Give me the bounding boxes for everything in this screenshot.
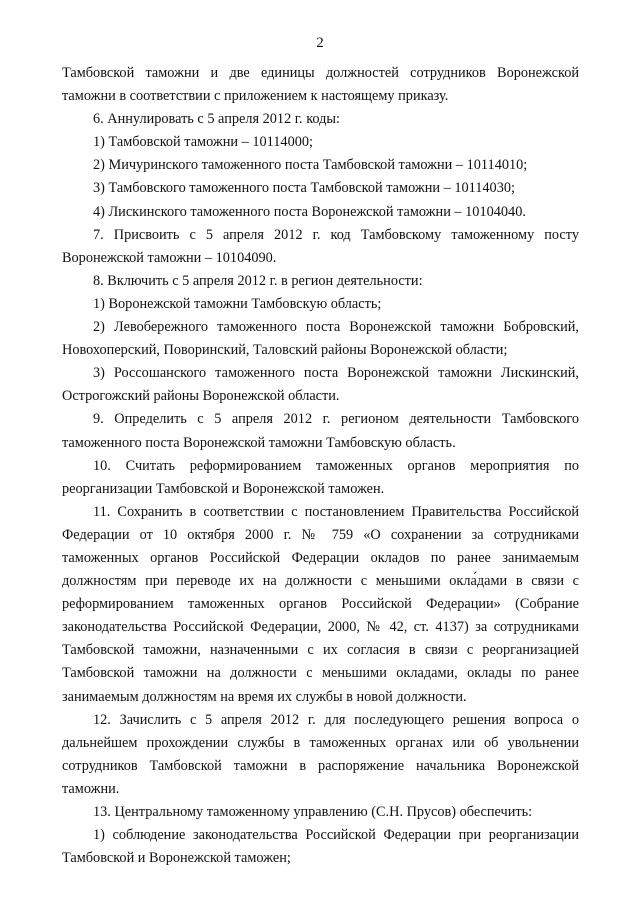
paragraph-continuation: Тамбовской таможни и две единицы должностей сотрудников Воронежской таможни в соответствии с приложением к настоящему приказу. — [62, 65, 579, 105]
page-number: 2 — [316, 35, 324, 51]
paragraph-item-8-3: 3) Россошанского таможенного поста Воронежской таможни Лискинский, Острогожский районы Воронежской области. — [62, 365, 579, 405]
paragraph-item-6: 6. Аннулировать с 5 апреля 2012 г. коды: — [93, 111, 341, 128]
paragraph-item-6-1: 1) Тамбовской таможни – 10114000; — [93, 134, 313, 151]
paragraph-item-7: 7. Присвоить с 5 апреля 2012 г. код Тамбовскому таможенному посту Воронежской таможни – 10104090. — [62, 226, 579, 266]
paragraph-item-8: 8. Включить с 5 апреля 2012 г. в регион деятельности: — [93, 272, 423, 289]
paragraph-item-8-2: 2) Левобережного таможенного поста Воронежской таможни Бобровский, Новохоперский, Поворинский, Таловский районы Воронежской области; — [62, 319, 579, 359]
document-body — [62, 62, 579, 870]
paragraph-item-9: 9. Определить с 5 апреля 2012 г. регионом деятельности Тамбовского таможенного поста Воронежской таможни Тамбовскую область. — [62, 411, 579, 451]
paragraph-item-6-3: 3) Тамбовского таможенного поста Тамбовской таможни – 10114030; — [93, 180, 515, 197]
paragraph-item-6-2: 2) Мичуринского таможенного поста Тамбовской таможни – 10114010; — [93, 157, 528, 174]
paragraph-item-11: 11. Сохранить в соответствии с постановлением Правительства Российской Федерации от 10 октября 2000 г. № 759 «О сохранении за сотрудниками таможенных органов Российской Федерации окладов по ранее занимаемым должностям при переводе их на должности с меньшими окла́дами в связи с реформированием таможенных органов Российской Федерации» (Собрание законодательства Российской Федерации, 2000, № 42, ст. 4137) за сотрудниками Тамбовской таможни, назначенными с их согласия в связи с реорганизацией Тамбовской таможни на должности с меньшими окладами, оклады по ранее занимаемым должностям на время их службы в новой должности. — [62, 503, 579, 705]
paragraph-item-10: 10. Считать реформированием таможенных органов мероприятия по реорганизации Тамбовской и Воронежской таможен. — [62, 457, 579, 497]
paragraph-item-12: 12. Зачислить с 5 апреля 2012 г. для последующего решения вопроса о дальнейшем прохождении службы в таможенных органах или об увольнении сотрудников Тамбовской таможни в распоряжение начальника Воронежской таможни. — [62, 711, 579, 797]
paragraph-item-13-1: 1) соблюдение законодательства Российской Федерации при реорганизации Тамбовской и Воронежской таможен; — [62, 827, 579, 867]
paragraph-item-13: 13. Центральному таможенному управлению (С.Н. Прусов) обеспечить: — [93, 804, 533, 820]
paragraph-item-8-1: 1) Воронежской таможни Тамбовскую область; — [93, 295, 382, 312]
paragraph-item-6-4: 4) Лискинского таможенного поста Воронежской таможни – 10104040. — [93, 203, 526, 220]
